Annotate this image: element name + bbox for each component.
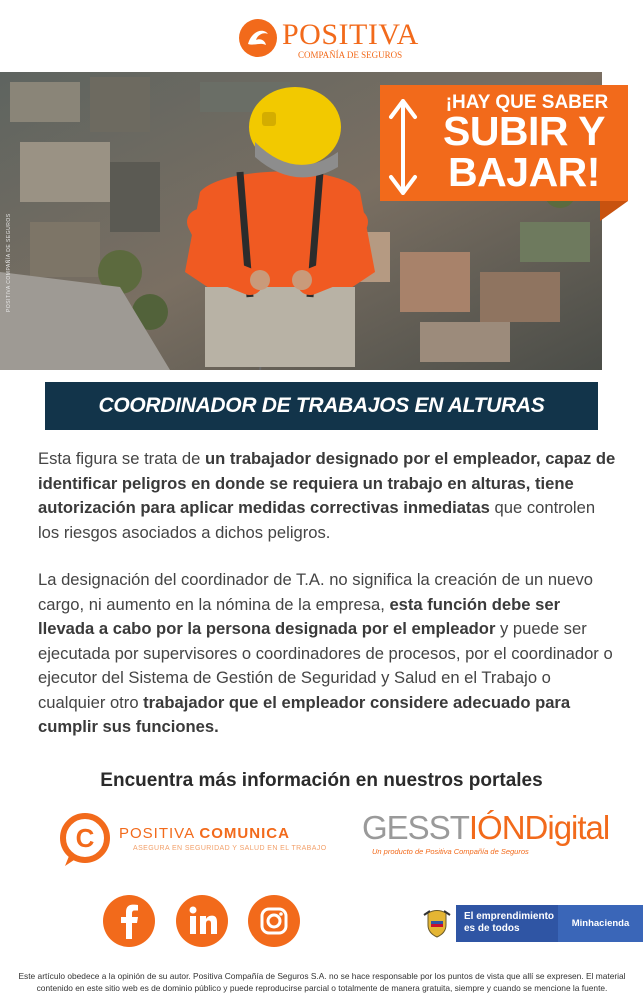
gov-banner[interactable] bbox=[418, 905, 643, 942]
hero-side-caption: POSITIVA COMPAÑÍA DE SEGUROS bbox=[6, 213, 12, 312]
brand-subtitle: COMPAÑÍA DE SEGUROS bbox=[298, 50, 403, 60]
headline-top: ¡HAY QUE SABER bbox=[445, 92, 609, 113]
paragraph-definition bbox=[38, 447, 618, 545]
comunica-name-part1: POSITIVA bbox=[119, 825, 195, 842]
gesstion-name bbox=[362, 809, 609, 847]
p2-segment: esta función debe ser llevada a cabo por la persona designada por el empleador bbox=[38, 594, 561, 638]
comunica-tagline: ASEGURA EN SEGURIDAD Y SALUD EN EL TRABAJO bbox=[133, 845, 327, 852]
comunica-name bbox=[119, 825, 290, 842]
gesstion-digital-link[interactable] bbox=[362, 805, 610, 865]
footer-disclaimer: Este artículo obedece a la opinión de su autor. Positiva Compañía de Seguros S.A. no se hace responsable por los puntos de vista que allí se expresen. El material contenido en este sitio web es de dominio público y puede reproducirse parcial o totalmente de manera gratuita, siempre y cuando se mencione la fuente. bbox=[18, 971, 626, 993]
banner-fold bbox=[600, 201, 628, 221]
linkedin-icon bbox=[176, 895, 228, 947]
headline-main: SUBIR Y BAJAR! bbox=[442, 108, 606, 195]
comunica-bubble-icon bbox=[57, 812, 113, 868]
brand-name: POSITIVA bbox=[282, 18, 419, 51]
linkedin-button[interactable] bbox=[176, 895, 228, 947]
instagram-icon bbox=[248, 895, 300, 947]
paragraph-designation bbox=[38, 568, 618, 740]
svg-text:C: C bbox=[75, 823, 95, 853]
p2-segment: La designación del coordinador de T.A. no significa la creación de un nuevo cargo, ni aumento en la nómina de la empresa, bbox=[38, 570, 594, 614]
positiva-logo-icon bbox=[238, 18, 278, 58]
comunica-name-part2: COMUNICA bbox=[199, 825, 290, 842]
facebook-icon bbox=[103, 895, 155, 947]
headline-banner bbox=[380, 85, 628, 201]
positiva-logo[interactable] bbox=[238, 18, 419, 62]
instagram-button[interactable] bbox=[248, 895, 300, 947]
gesstion-name-part1: GESST bbox=[362, 809, 469, 846]
portals-heading: Encuentra más información en nuestros portales bbox=[100, 770, 543, 791]
gesstion-name-part2: IÓN bbox=[468, 809, 525, 846]
gov-ministry: Minhacienda bbox=[558, 905, 643, 942]
section-title: COORDINADOR DE TRABAJOS EN ALTURAS bbox=[45, 382, 598, 430]
gesstion-tagline: Un producto de Positiva Compañía de Seguros bbox=[372, 847, 529, 856]
up-down-arrow-icon bbox=[388, 99, 418, 195]
p1-segment: Esta figura se trata de bbox=[38, 449, 205, 468]
facebook-button[interactable] bbox=[103, 895, 155, 947]
p1-segment: un trabajador designado por el empleador, capaz de identificar peligros en donde se requiera un trabajo en alturas, tiene autorización para aplicar medidas correctivas inmediatas bbox=[38, 449, 616, 517]
p2-segment: y puede ser ejecutada por supervisores o coordinadores de procesos, por el coordinador o ejecutor del Sistema de Gestión de Seguridad y Salud en el Trabajo o cualquier otro bbox=[38, 619, 613, 712]
positiva-comunica-link[interactable] bbox=[57, 812, 327, 868]
colombia-shield-icon bbox=[418, 905, 456, 942]
gesstion-name-part3: Digital bbox=[524, 809, 610, 846]
gov-slogan: El emprendimiento es de todos bbox=[456, 905, 558, 942]
p1-segment: que controlen los riesgos asociados a dichos peligros. bbox=[38, 498, 596, 542]
p2-segment: trabajador que el empleador considere adecuado para cumplir sus funciones. bbox=[38, 692, 571, 736]
